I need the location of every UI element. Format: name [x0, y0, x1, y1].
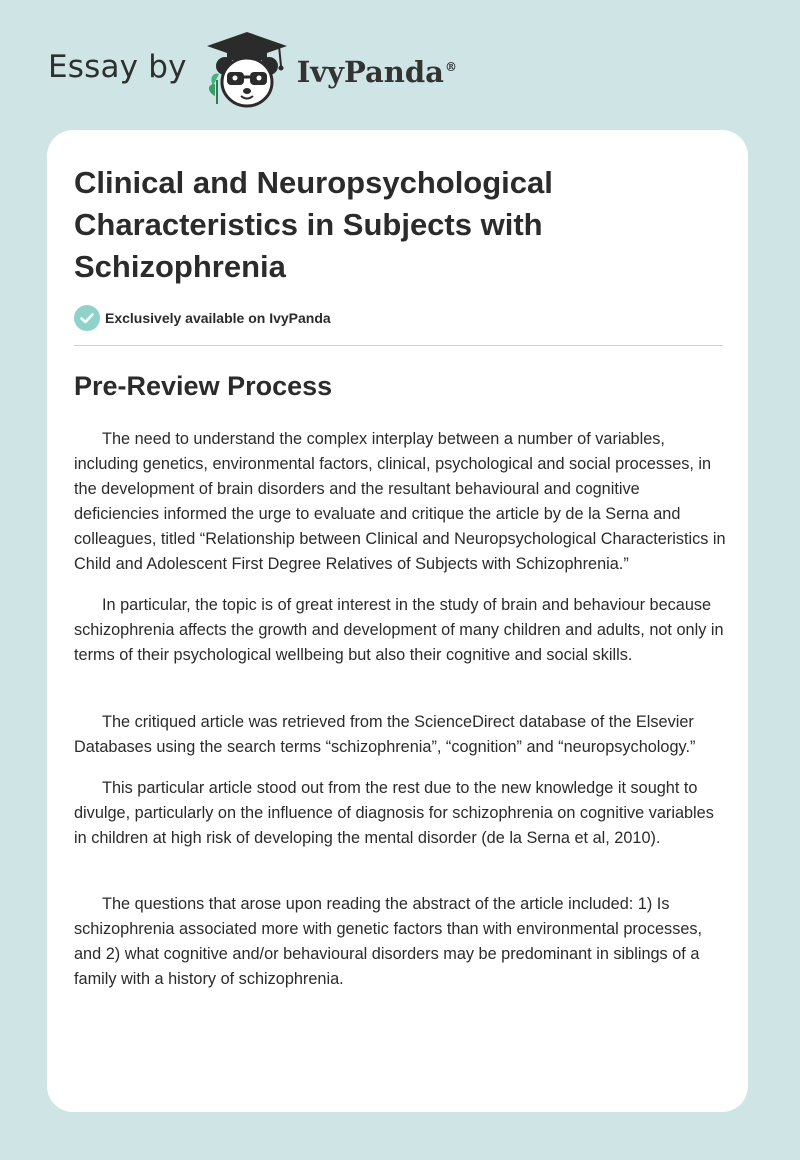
divider: [74, 345, 723, 346]
brand-name: [297, 55, 457, 89]
check-circle-icon: [74, 305, 100, 331]
body-paragraph: This particular article stood out from the rest due to the new knowledge it sought to divulge, particularly on the influence of diagnosis for schizophrenia on cognitive variables in children at high risk of developing the mental disorder (de la Serna et al, 2010).: [74, 779, 714, 847]
body-paragraph: The critiqued article was retrieved from the ScienceDirect database of the Elsevier Databases using the search terms “schizophrenia”, “cognition” and “neuropsychology.”: [74, 713, 696, 756]
body-paragraph: The need to understand the complex interplay between a number of variables, including genetics, environmental factors, clinical, psychological and social processes, in the development of brain disorders and the resultant behavioural and cognitive deficiencies informed the urge to evaluate and critique the article by de la Serna and colleagues, titled “Relationship between Clinical and Neuropsychological Characteristics in Child and Adolescent First Degree Relatives of Subjects with Schizophrenia.”: [74, 430, 726, 573]
badge-label: Exclusively available on IvyPanda: [105, 310, 331, 326]
section-heading: Pre-Review Process: [74, 371, 333, 401]
exclusive-badge: [74, 305, 331, 331]
article-title: Clinical and Neuropsychological Characteristics in Subjects with Schizophrenia: [74, 165, 553, 284]
brand-prefix: Essay by: [48, 49, 187, 85]
article-card: [47, 130, 748, 1112]
panda-graduate-logo-icon: [201, 30, 293, 110]
body-paragraph: In particular, the topic is of great interest in the study of brain and behaviour because schizophrenia affects the growth and development of many children and adults, not only in terms of their psychological wellbeing but also their cognitive and social skills.: [74, 596, 724, 664]
registered-mark: ®: [444, 60, 457, 75]
body-paragraph: The questions that arose upon reading the abstract of the article included: 1) Is schizophrenia associated more with genetic factors than with environmental processes, and 2) what cognitive and/or behavioural disorders may be predominant in siblings of a family with a history of schizophrenia.: [74, 895, 703, 988]
brand-header[interactable]: [48, 30, 457, 110]
brand-name-text: IvyPanda: [296, 55, 444, 89]
